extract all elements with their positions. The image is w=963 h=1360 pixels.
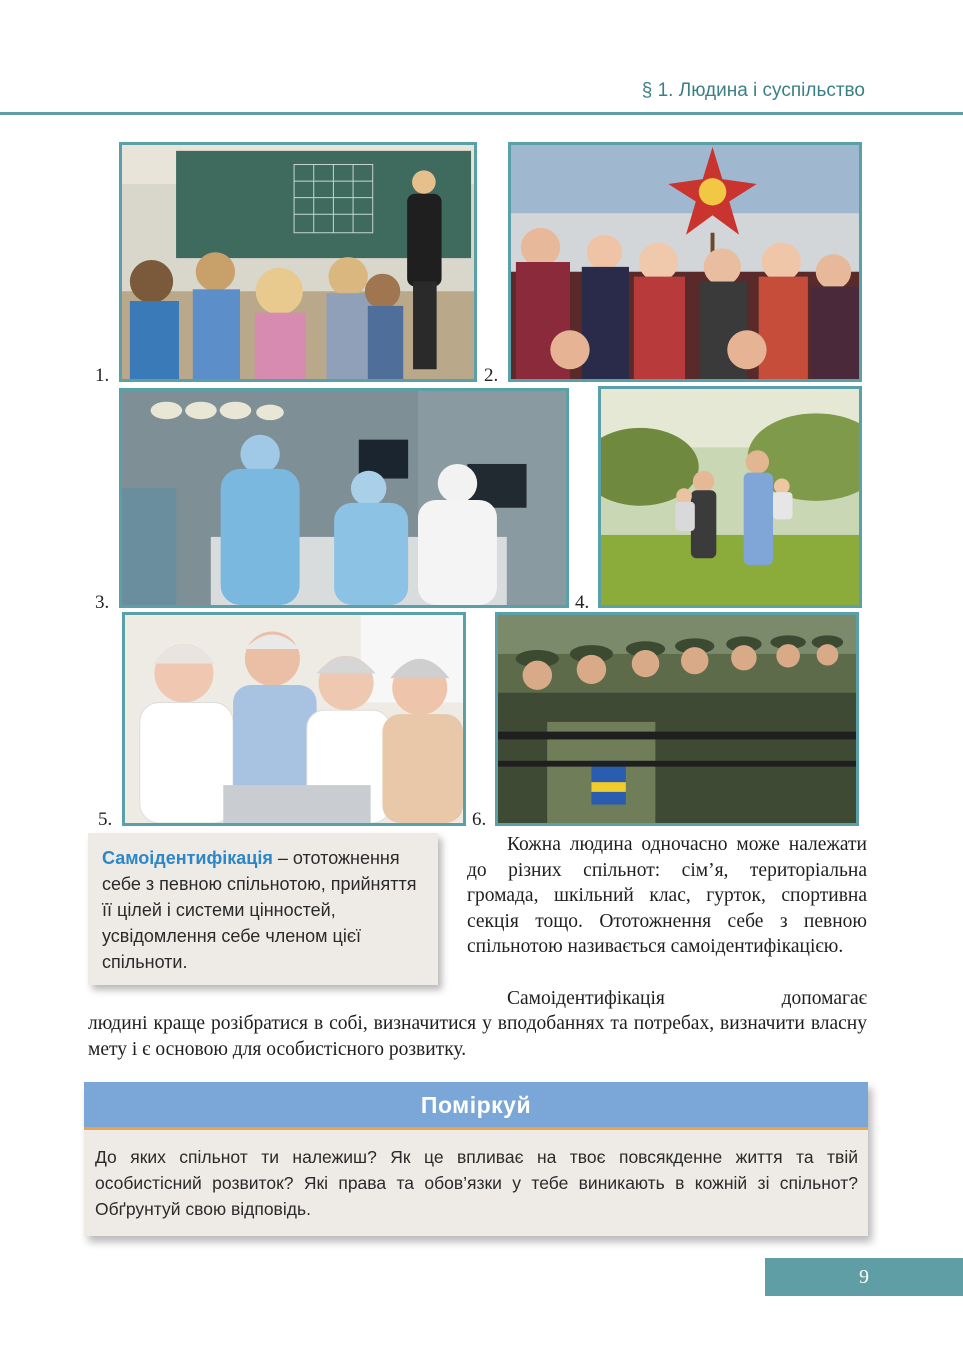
seniors-photo-icon bbox=[125, 615, 463, 823]
definition-term: Самоідентифікація bbox=[102, 848, 273, 868]
body-paragraph-2-start: Самоідентифікація допомагає bbox=[507, 988, 867, 1009]
photo-number-2: 2. bbox=[484, 365, 499, 386]
running-head: § 1. Людина і суспільство bbox=[641, 80, 865, 101]
photo-classroom bbox=[119, 142, 477, 382]
family-photo-icon bbox=[601, 389, 859, 605]
definition-dash: – bbox=[272, 848, 288, 868]
photo-seniors bbox=[122, 612, 466, 826]
photo-number-6: 6. bbox=[472, 809, 487, 830]
photo-number-5: 5. bbox=[98, 809, 113, 830]
definition-box bbox=[88, 833, 438, 985]
photo-parade bbox=[495, 612, 859, 826]
carolers-photo-icon bbox=[511, 145, 859, 379]
classroom-photo-icon bbox=[122, 145, 474, 379]
think-text: До яких спільнот ти належиш? Як це впливає на твоє повсякденне життя та твій особистісний розвиток? Які права та обов’язки у тебе виникають в кожній зі спільнот? Обґрунтуй свою відповідь. bbox=[95, 1147, 858, 1219]
think-title: Поміркуй bbox=[84, 1082, 868, 1130]
photo-number-3: 3. bbox=[95, 592, 110, 613]
photo-number-4: 4. bbox=[575, 592, 590, 613]
military-parade-photo-icon bbox=[498, 615, 856, 823]
body-paragraph-2-rest: людині краще розібратися в собі, визначитися у вподобаннях та потребах, визначити власну мету і є основою для особистісного розвитку. bbox=[88, 1013, 867, 1060]
photo-carolers bbox=[508, 142, 862, 382]
definition-text: ототожнення себе з певною спільнотою, прийняття її цілей і системи цінностей, усвідомлення себе членом цієї спільноти. bbox=[102, 848, 417, 972]
photo-number-1: 1. bbox=[95, 365, 110, 386]
photo-family bbox=[598, 386, 862, 608]
surgery-photo-icon bbox=[122, 391, 566, 605]
page-number: 9 bbox=[765, 1258, 963, 1296]
think-box bbox=[84, 1082, 868, 1236]
header-rule bbox=[0, 112, 963, 115]
photo-surgery bbox=[119, 388, 569, 608]
body-paragraph-1: Кожна людина одночасно може належати до різних спільнот: сім’я, територіальна громада, шкільний клас, гурток, спортивна секція тощо. Ототожнення себе з певною спільнотою називається самоідентифікацією. bbox=[467, 834, 867, 957]
